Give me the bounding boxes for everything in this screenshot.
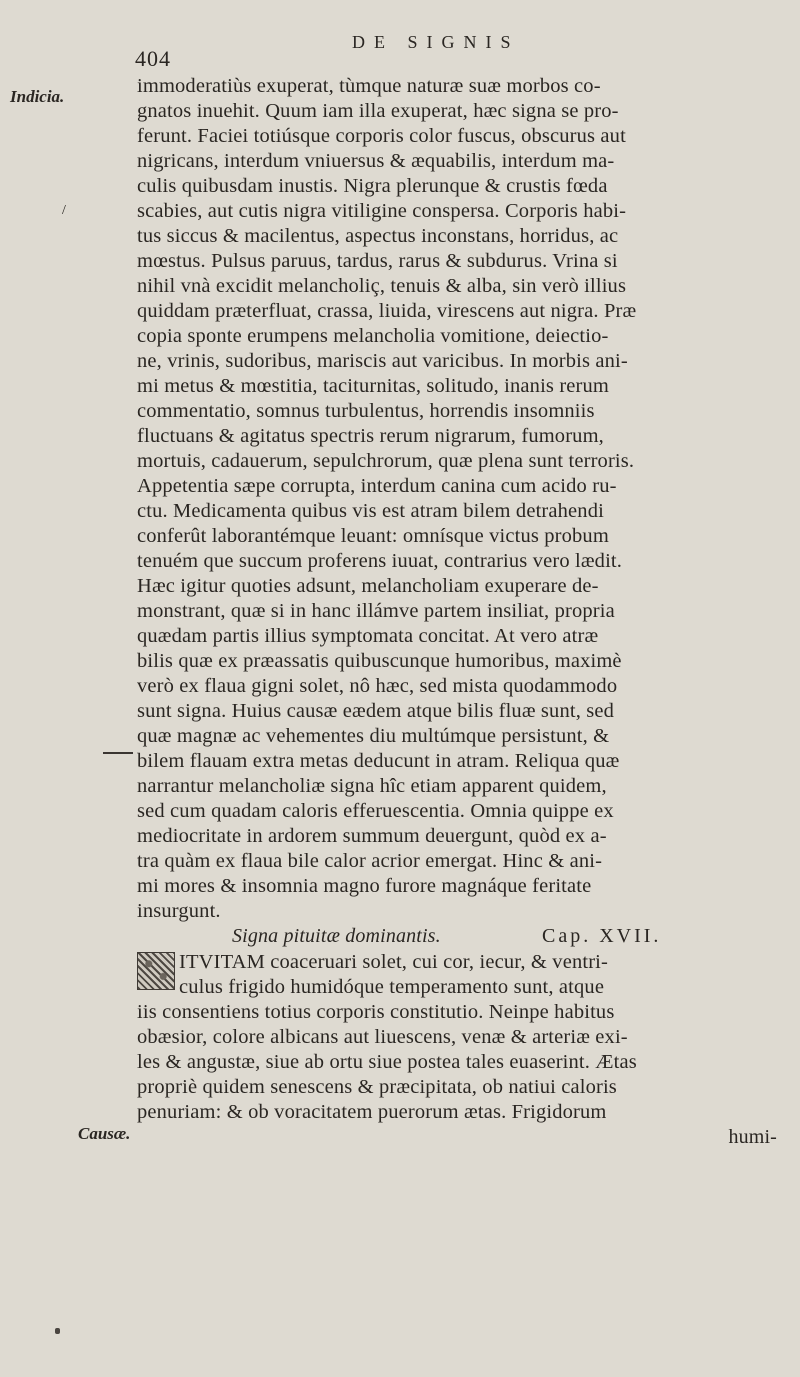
text-line: mi metus & mœstitia, taciturnitas, solitudo, inanis rerum: [137, 375, 610, 397]
text-line: scabies, aut cutis nigra vitiligine conspersa. Corporis habi-: [137, 200, 627, 222]
text-line: obæsior, colore albicans aut liuescens, venæ & arteriæ exi-: [137, 1026, 628, 1048]
chapter-first-line-text: ITVITAM coaceruari solet, cui cor, iecur, & ventri-: [179, 951, 608, 973]
text-line: bilis quæ ex præassatis quibuscunque humoribus, maximè: [137, 650, 622, 672]
text-line: penuriam: & ob voracitatem puerorum ætas. Frigidorum: [137, 1101, 607, 1123]
margin-note-causae: Causæ.: [78, 1124, 131, 1143]
text-line: copia sponte erumpens melancholia vomitione, deiectio-: [137, 325, 609, 347]
text-line: nihil vnà excidit melancholiç, tenuis & alba, sin verò illius: [137, 275, 627, 297]
catchword: humi-: [728, 1126, 777, 1148]
text-line: nigricans, interdum vniuersus & æquabilis, interdum ma-: [137, 150, 615, 172]
text-after-chapter: [137, 975, 777, 1125]
text-line: culis quibusdam inustis. Nigra plerunque & crustis fœda: [137, 175, 608, 197]
text-line: iis consentiens totius corporis constitutio. Neinpe habitus: [137, 1001, 615, 1023]
text-line: ferunt. Faciei totiúsque corporis color fuscus, obscurus aut: [137, 125, 626, 147]
text-line: tus siccus & macilentus, aspectus inconstans, horridus, ac: [137, 225, 619, 247]
text-line: sed cum quadam caloris efferuescentia. Omnia quippe ex: [137, 800, 614, 822]
text-line: mœstus. Pulsus paruus, tardus, rarus & subdurus. Vrina si: [137, 250, 618, 272]
main-text-block: [137, 74, 777, 1147]
margin-mark: /: [62, 203, 66, 218]
ornamental-initial-icon: [137, 952, 175, 990]
text-line: commentatio, somnus turbulentus, horrendis insomniis: [137, 400, 595, 422]
text-line: mi mores & insomnia magno furore magnáque feritate: [137, 875, 592, 897]
text-line: gnatos inuehit. Quum iam illa exuperat, hæc signa se pro-: [137, 100, 619, 122]
margin-note-indicia: Indicia.: [10, 87, 65, 106]
text-line: mortuis, cadauerum, sepulchrorum, quæ plena sunt terroris.: [137, 450, 635, 472]
text-line: verò ex flaua gigni solet, nô hæc, sed mista quodammodo: [137, 675, 618, 697]
text-line: sunt signa. Huius causæ eædem atque bilis fluæ sunt, sed: [137, 700, 615, 722]
margin-dash: [103, 752, 133, 754]
page-number: 404: [135, 46, 171, 71]
catchword-line: [137, 1125, 777, 1147]
text-line: quiddam præterfluat, crassa, liuida, virescens aut nigra. Præ: [137, 300, 637, 322]
text-line: ne, vrinis, sudoribus, mariscis aut varicibus. In morbis ani-: [137, 350, 628, 372]
text-line: les & angustæ, siue ab ortu siue postea tales euaserint. Ætas: [137, 1051, 637, 1073]
chapter-heading: [137, 924, 777, 950]
chapter-number: Cap. XVII.: [542, 925, 662, 947]
text-line: fluctuans & agitatus spectris rerum nigrarum, fumorum,: [137, 425, 604, 447]
text-line: tra quàm ex flaua bile calor acrior emergat. Hinc & ani-: [137, 850, 603, 872]
text-line: conferût laborantémque leuant: omnísque victus probum: [137, 525, 609, 547]
text-line: mediocritate in ardorem summum deuergunt, quòd ex a-: [137, 825, 607, 847]
text-line: insurgunt.: [137, 900, 221, 922]
running-head: DE SIGNIS: [352, 32, 520, 52]
chapter-first-line: [137, 950, 777, 975]
page-header: [0, 28, 800, 71]
text-line: immoderatiùs exuperat, tùmque naturæ suæ morbos co-: [137, 75, 601, 97]
text-line: quæ magnæ ac vehementes diu multúmque persistunt, &: [137, 725, 610, 747]
text-line: ctu. Medicamenta quibus vis est atram bilem detrahendi: [137, 500, 604, 522]
text-line: culus frigido humidóque temperamento sunt, atque: [179, 976, 605, 998]
text-line: narrantur melancholiæ signa hîc etiam apparent quidem,: [137, 775, 607, 797]
text-line: tenuém que succum proferens iuuat, contrarius vero lædit.: [137, 550, 623, 572]
text-line: Appetentia sæpe corrupta, interdum canina cum acido ru-: [137, 475, 617, 497]
text-line: propriè quidem senescens & præcipitata, ob natiui caloris: [137, 1076, 617, 1098]
text-line: bilem flauam extra metas deducunt in atram. Reliqua quæ: [137, 750, 620, 772]
chapter-title: Signa pituitæ dominantis.: [232, 925, 441, 947]
text-line: monstrant, quæ si in hanc illámve partem insiliat, propria: [137, 600, 615, 622]
text-line: Hæc igitur quoties adsunt, melancholiam exuperare de-: [137, 575, 599, 597]
text-line: quædam partis illius symptomata concitat. At vero atræ: [137, 625, 599, 647]
margin-ink-spot: [55, 1328, 60, 1334]
text-before-chapter: [137, 74, 777, 924]
